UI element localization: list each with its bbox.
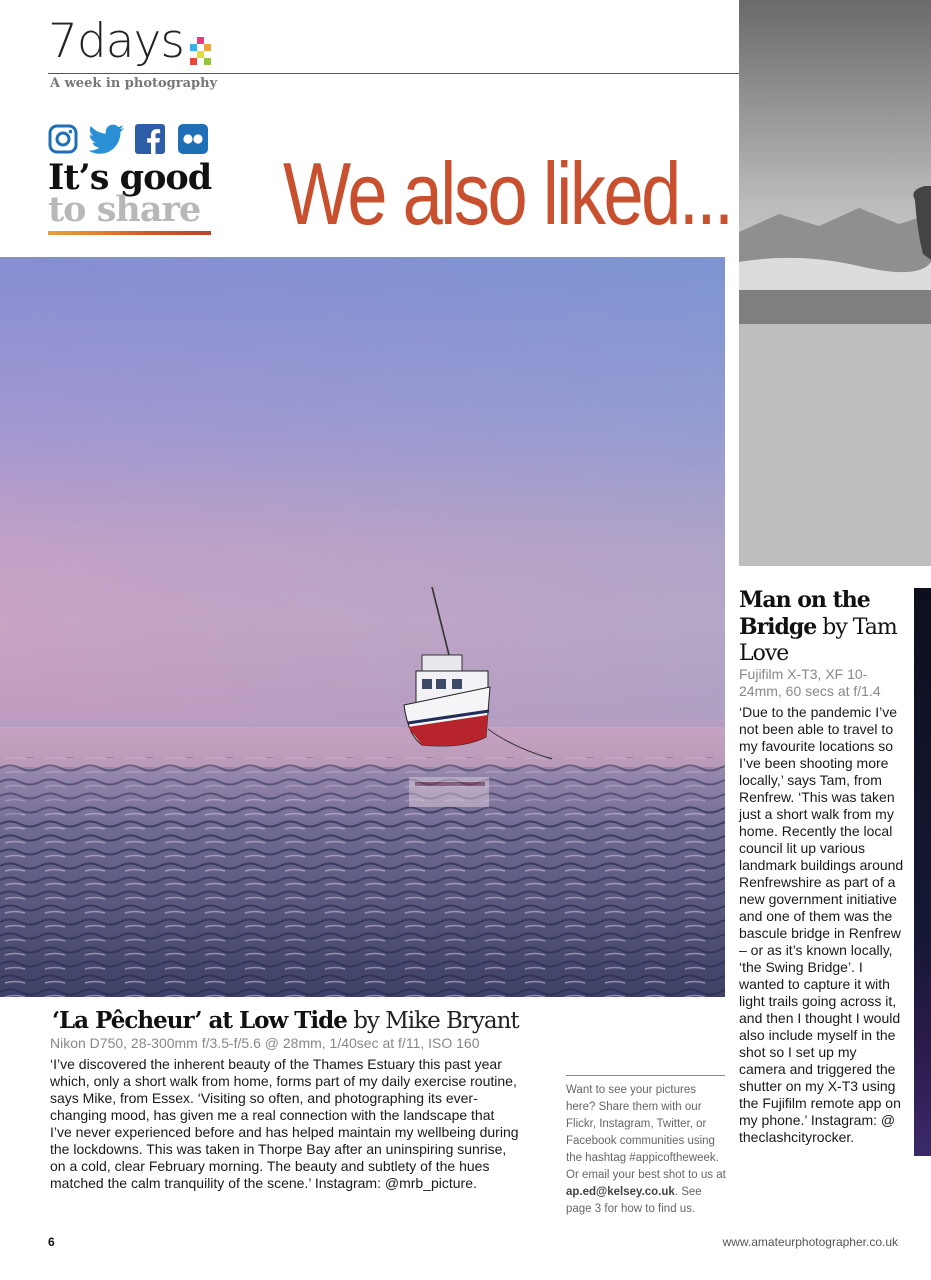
page-number: 6 — [48, 1235, 55, 1249]
flickr-icon[interactable] — [178, 124, 208, 154]
right-photo-title-bold: Man on the Bridge — [739, 587, 870, 640]
submission-text-end: . See page 3 for how to find us. — [566, 1186, 702, 1215]
right-photo-caption: ‘Due to the pandemic I’ve not been able to travel to my favourite locations so I’ve been shooting more locally,’ says Tam, from Renfrew. ‘This was taken just a short walk from my home. Recently the local council lit up various landmark buildings around Renfrewshire as part of a new government initiative and one of them was the bascule bridge in Renfrew – or as it’s known locally, ‘the Swing Bridge’. I wanted to capture it with light trails going across it, and then I thought I would also include myself in the shot so I set up my camera and triggered the shutter on my X-T3 using the Fujifilm remote app on my phone.’ Instagram: @ theclashcityrocker. — [739, 704, 904, 1145]
footer-url[interactable]: www.amateurphotographer.co.uk — [722, 1235, 898, 1249]
masthead-mosaic-logo — [190, 37, 212, 67]
facebook-icon[interactable] — [135, 124, 165, 154]
main-photo-caption: ‘I’ve discovered the inherent beauty of the Thames Estuary this past year which, only a short walk from home, forms part of my daily exercise routine, says Mike, from Essex. ‘Visiting so often, and photographing its ever-changing mood, has given me a real connection with the landscape that I’ve never experienced before and has helped maintain my wellbeing during the lockdowns. This was taken in Thorpe Bay after an uninspiring sunrise, on a cold, clear February morning. The beauty and subtlety of the hues matched the calm tranquility of the scene.’ Instagram: @mrb_picture. — [50, 1056, 519, 1191]
sidebar-rule — [566, 1075, 725, 1076]
main-photo-title — [52, 1006, 519, 1035]
right-photo-spec: Fujifilm X-T3, XF 10-24mm, 60 secs at f/1.4 — [739, 666, 881, 699]
main-photo-title-author: by Mike Bryant — [346, 1008, 519, 1034]
share-color-bar — [48, 231, 211, 235]
submission-email-link[interactable]: ap.ed@kelsey.co.uk — [566, 1186, 675, 1198]
masthead-subtitle: A week in photography — [50, 76, 218, 91]
main-photo-title-bold: ‘La Pêcheur’ at Low Tide — [52, 1007, 347, 1034]
masthead-rule — [48, 73, 740, 74]
share-heading-line2: to share — [48, 189, 201, 230]
right-photo-bw-landscape — [739, 0, 931, 566]
partial-photo-night-bridge — [914, 588, 931, 1156]
share-heading-line1: It’s good — [48, 157, 212, 198]
instagram-icon[interactable] — [48, 124, 78, 154]
masthead-title: 7days — [48, 14, 184, 69]
page-headline: We also liked... — [283, 144, 732, 243]
right-photo-title-author: by Tam Love — [739, 615, 897, 666]
main-photo-spec: Nikon D750, 28-300mm f/3.5-f/5.6 @ 28mm, 1/40sec at f/11, ISO 160 — [50, 1035, 480, 1051]
submission-text: Want to see your pictures here? Share them with our Flickr, Instagram, Twitter, or Facebook communities using the hashtag #appicoftheweek. Or email your best shot to us at — [566, 1084, 726, 1181]
main-photo-low-tide-boat — [0, 257, 725, 997]
right-photo-title — [739, 587, 919, 667]
twitter-icon[interactable] — [88, 124, 126, 154]
submission-info-box — [566, 1082, 726, 1218]
